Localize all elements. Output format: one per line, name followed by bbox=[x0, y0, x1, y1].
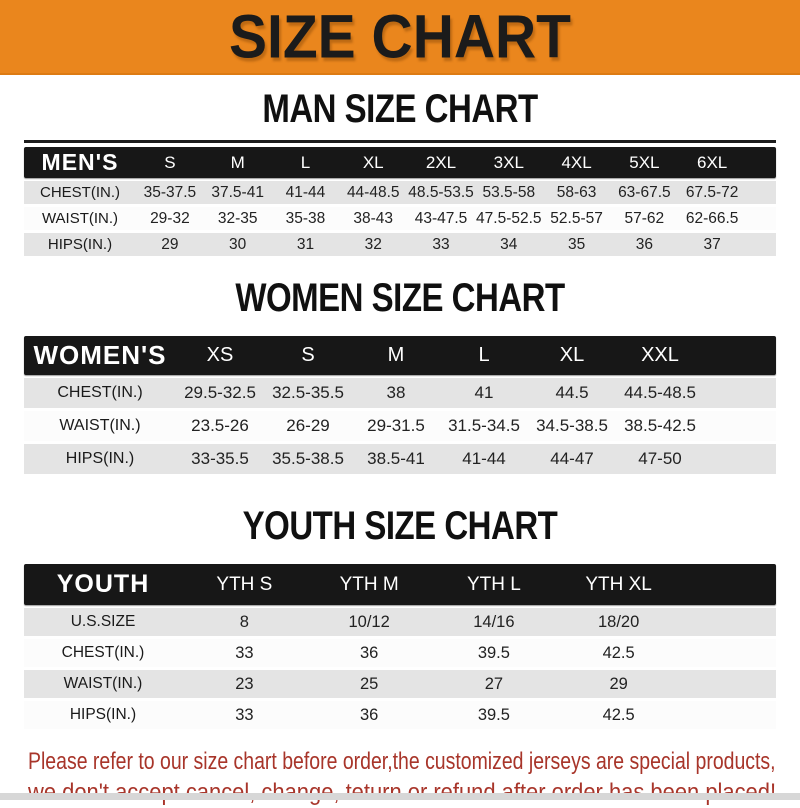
women-size-table bbox=[24, 336, 776, 474]
cell-value: 39.5 bbox=[477, 643, 510, 662]
cell-value: 8 bbox=[239, 612, 249, 631]
women-section-heading: WOMEN SIZE CHART bbox=[235, 275, 565, 320]
column-header: 6XL bbox=[697, 152, 728, 172]
table-row bbox=[24, 701, 776, 729]
cell-value: 34 bbox=[500, 235, 518, 253]
column-header: YTH S bbox=[216, 573, 273, 595]
column-header: M bbox=[387, 344, 405, 366]
disclaimer-line-1: Please refer to our size chart before order,the customized jerseys are special products, bbox=[28, 748, 776, 775]
column-header: L bbox=[300, 152, 311, 172]
cell-value: 38-43 bbox=[353, 209, 394, 227]
cell-value: 67.5-72 bbox=[685, 183, 739, 201]
cell-value: 35-38 bbox=[285, 209, 326, 227]
cell-value: 48.5-53.5 bbox=[408, 183, 474, 201]
cell-value: 34.5-38.5 bbox=[536, 416, 608, 435]
column-header: S bbox=[164, 152, 176, 172]
size-chart-banner bbox=[0, 0, 800, 75]
cell-value: 38 bbox=[386, 383, 406, 402]
cell-value: 36 bbox=[635, 235, 653, 253]
column-header: 3XL bbox=[493, 152, 524, 172]
cell-value: 36 bbox=[359, 643, 379, 662]
row-label: CHEST(IN.) bbox=[40, 184, 120, 201]
column-header: 5XL bbox=[629, 152, 660, 172]
column-header: S bbox=[301, 344, 315, 366]
table-row bbox=[24, 207, 776, 230]
cell-value: 44-47 bbox=[550, 449, 594, 468]
cell-value: 31.5-34.5 bbox=[448, 416, 520, 435]
table-row bbox=[24, 378, 776, 408]
youth-size-section bbox=[0, 503, 800, 729]
cell-value: 29 bbox=[609, 674, 628, 693]
cell-value: 26-29 bbox=[286, 416, 330, 435]
cell-value: 29 bbox=[161, 235, 179, 253]
column-header: 4XL bbox=[561, 152, 592, 172]
column-header: YTH L bbox=[466, 573, 521, 595]
cell-value: 47-50 bbox=[638, 449, 682, 468]
column-header: XXL bbox=[641, 344, 679, 366]
cell-value: 14/16 bbox=[473, 612, 515, 631]
cell-value: 53.5-58 bbox=[482, 183, 536, 201]
cell-value: 10/12 bbox=[348, 612, 390, 631]
cell-value: 25 bbox=[359, 674, 379, 693]
row-label: HIPS(IN.) bbox=[69, 706, 137, 723]
cell-value: 36 bbox=[359, 705, 379, 724]
bottom-edge-strip bbox=[0, 793, 800, 800]
column-header: XL bbox=[559, 344, 585, 366]
cell-value: 63-67.5 bbox=[618, 183, 671, 201]
table-header-bar bbox=[24, 564, 776, 605]
column-header: XS bbox=[206, 344, 234, 366]
cell-value: 37 bbox=[703, 235, 721, 253]
cell-value: 44-48.5 bbox=[346, 183, 400, 201]
cell-value: 32 bbox=[364, 235, 382, 253]
column-header: M bbox=[230, 152, 245, 172]
table-row bbox=[24, 233, 776, 256]
cell-value: 41-44 bbox=[285, 183, 326, 201]
cell-value: 23 bbox=[235, 674, 254, 693]
table-corner-label: YOUTH bbox=[56, 570, 150, 598]
column-header: YTH XL bbox=[585, 573, 652, 595]
banner-title: SIZE CHART bbox=[229, 1, 571, 72]
column-header: YTH M bbox=[339, 573, 399, 595]
cell-value: 32-35 bbox=[217, 209, 258, 227]
youth-section-heading: YOUTH SIZE CHART bbox=[242, 503, 558, 548]
table-row bbox=[24, 670, 776, 698]
men-table-top-border bbox=[24, 140, 776, 143]
cell-value: 39.5 bbox=[477, 705, 510, 724]
men-size-section bbox=[0, 86, 800, 256]
cell-value: 52.5-57 bbox=[550, 209, 603, 227]
row-label: CHEST(IN.) bbox=[61, 644, 145, 661]
men-size-table bbox=[24, 147, 776, 256]
men-section-heading: MAN SIZE CHART bbox=[262, 86, 538, 131]
youth-size-table bbox=[24, 564, 776, 729]
column-header: L bbox=[478, 344, 490, 366]
column-header: 2XL bbox=[425, 152, 457, 172]
cell-value: 29.5-32.5 bbox=[184, 383, 256, 402]
table-corner-label: WOMEN'S bbox=[33, 340, 167, 370]
table-row bbox=[24, 181, 776, 204]
cell-value: 27 bbox=[484, 674, 504, 693]
cell-value: 44.5 bbox=[555, 383, 589, 402]
table-header-bar bbox=[24, 147, 776, 178]
row-label: HIPS(IN.) bbox=[47, 236, 113, 253]
cell-value: 47.5-52.5 bbox=[476, 209, 542, 227]
cell-value: 33 bbox=[235, 643, 254, 662]
women-size-section bbox=[0, 275, 800, 474]
cell-value: 35.5-38.5 bbox=[272, 449, 344, 468]
cell-value: 31 bbox=[296, 235, 315, 253]
cell-value: 44.5-48.5 bbox=[624, 383, 696, 402]
cell-value: 38.5-41 bbox=[367, 449, 425, 468]
table-row bbox=[24, 411, 776, 441]
cell-value: 41-44 bbox=[462, 449, 506, 468]
cell-value: 41 bbox=[474, 383, 494, 402]
cell-value: 62-66.5 bbox=[685, 209, 739, 227]
row-label: U.S.SIZE bbox=[70, 613, 136, 630]
cell-value: 33 bbox=[235, 705, 254, 724]
row-label: WAIST(IN.) bbox=[59, 417, 141, 434]
cell-value: 29-32 bbox=[150, 209, 190, 227]
cell-value: 43-47.5 bbox=[414, 209, 468, 227]
row-label: HIPS(IN.) bbox=[65, 450, 135, 467]
cell-value: 37.5-41 bbox=[211, 183, 264, 201]
cell-value: 58-63 bbox=[556, 183, 597, 201]
table-row bbox=[24, 444, 776, 474]
table-row bbox=[24, 639, 776, 667]
table-corner-label: MEN'S bbox=[41, 149, 119, 175]
cell-value: 33 bbox=[432, 235, 450, 253]
row-label: CHEST(IN.) bbox=[57, 384, 143, 401]
cell-value: 32.5-35.5 bbox=[272, 383, 344, 402]
cell-value: 42.5 bbox=[602, 705, 635, 724]
cell-value: 18/20 bbox=[597, 612, 640, 631]
cell-value: 30 bbox=[229, 235, 247, 253]
cell-value: 57-62 bbox=[624, 209, 665, 227]
cell-value: 35-37.5 bbox=[143, 183, 197, 201]
cell-value: 42.5 bbox=[602, 643, 635, 662]
table-row bbox=[24, 608, 776, 636]
row-label: WAIST(IN.) bbox=[63, 675, 143, 692]
table-header-bar bbox=[24, 336, 776, 375]
cell-value: 33-35.5 bbox=[191, 449, 249, 468]
cell-value: 35 bbox=[567, 235, 586, 253]
cell-value: 23.5-26 bbox=[191, 416, 249, 435]
row-label: WAIST(IN.) bbox=[41, 210, 119, 227]
column-header: XL bbox=[362, 152, 384, 172]
cell-value: 29-31.5 bbox=[367, 416, 425, 435]
cell-value: 38.5-42.5 bbox=[624, 416, 696, 435]
